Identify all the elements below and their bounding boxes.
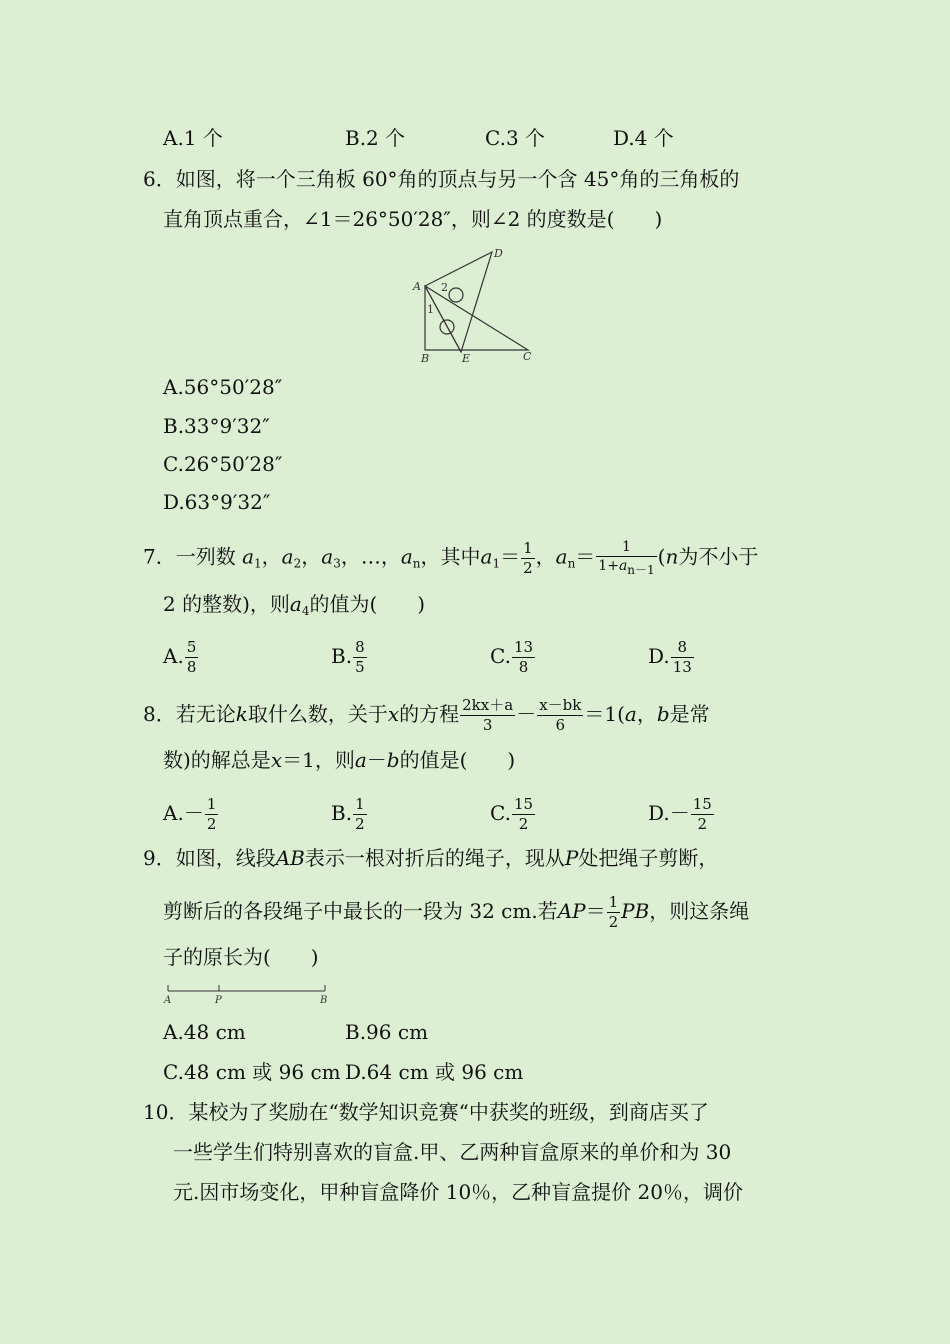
q6-angle-label-2: 2: [441, 281, 448, 294]
q6-text-1: 如图，将一个三角板 60°角的顶点与另一个含 45°角的三角板的: [175, 167, 740, 191]
q8-var-x: x: [387, 702, 400, 726]
q9-figure-segment: [160, 980, 335, 1006]
q7-den-prefix: 1+: [598, 558, 619, 574]
q7-option-fraction: [512, 640, 535, 675]
q8-minus: －: [516, 702, 537, 726]
q9-option-b: B.96 cm: [345, 1020, 429, 1044]
q7-var-a: a: [618, 558, 628, 574]
q9-option-a: A.48 cm: [163, 1020, 246, 1044]
q7-comma: ，: [261, 544, 282, 569]
q8-option-label: D.: [648, 801, 670, 825]
q7-var-n: n: [665, 544, 679, 569]
q7-text-e: 的值为( ): [309, 592, 426, 616]
q7-option-c: [490, 640, 536, 675]
q8-frac-num: 1: [355, 795, 365, 813]
q8-frac-num: 2kx＋a: [462, 696, 514, 714]
q7-var-a: a: [242, 544, 255, 569]
q5-option-a: A.1 个: [163, 126, 223, 150]
q7-option-label: B.: [331, 644, 353, 668]
q9-var-p: P: [564, 846, 579, 870]
q6-option-d: D.63°9′32″: [163, 490, 271, 514]
q7-line-1: [143, 540, 758, 576]
q9-line-2: [163, 895, 749, 930]
q8-var-a: a: [624, 702, 637, 726]
q6-line-2: 直角顶点重合，∠1＝26°50′28″，则∠2 的度数是( ): [163, 207, 663, 231]
q7-equals: ＝: [500, 544, 521, 569]
q7-var-a: a: [281, 544, 294, 569]
q7-line-2: [163, 592, 425, 623]
q7-text-d: 2 的整数)，则: [163, 592, 290, 616]
q8-option-label: B.: [331, 801, 353, 825]
q8-frac-num: 15: [692, 795, 712, 813]
q8-text-e: 是常: [669, 702, 710, 726]
q7-var-a: a: [321, 544, 334, 569]
q8-frac-den: 2: [355, 815, 365, 833]
q8-text-b: 取什么数，关于: [247, 702, 388, 726]
q10-line-1: [143, 1100, 709, 1124]
q8-option-c: [490, 797, 536, 832]
q7-sub: 4: [301, 604, 310, 618]
q7-number: 7．: [143, 544, 176, 569]
q7-option-fraction: [185, 640, 199, 675]
q7-option-label: D.: [648, 644, 670, 668]
q6-label-c: C: [523, 350, 532, 363]
q9-var-ab: AB: [275, 846, 305, 870]
q9-label-a: A: [164, 995, 172, 1006]
q5-option-b: B.2 个: [345, 126, 406, 150]
q10-line-3: 元.因市场变化，甲种盲盒降价 10％，乙种盲盒提价 20％，调价: [173, 1180, 743, 1204]
q7-text-b: ，其中: [420, 544, 481, 569]
q7-option-label: A.: [163, 644, 184, 668]
q7-frac-den: 5: [355, 658, 365, 676]
q7-comma: ，: [380, 544, 401, 569]
q7-frac-den: [596, 557, 656, 576]
q9-frac-den: 2: [608, 913, 619, 931]
q8-option-sign: －: [669, 801, 690, 825]
q6-option-b: B.33°9′32″: [163, 414, 270, 438]
q7-sub: n－1: [627, 563, 655, 577]
q7-var-a: a: [400, 544, 413, 569]
q9-label-b: B: [320, 995, 328, 1006]
q7-frac-den: 2: [523, 558, 533, 577]
q9-text-a: 如图，线段: [175, 846, 276, 870]
q8-frac-den: 6: [555, 716, 566, 734]
q8-option-fraction: [691, 797, 714, 832]
q9-text-b: 表示一根对折后的绳子，现从: [304, 846, 565, 870]
q8-option-b: [331, 797, 368, 832]
q9-text-e: ，则这条绳: [649, 899, 750, 923]
q9-line-1: [143, 846, 718, 870]
q6-hole-1: [449, 288, 463, 302]
q9-text-d: 剪断后的各段绳子中最长的一段为 32 cm.若: [163, 899, 558, 923]
q9-equals: ＝: [585, 899, 606, 923]
q10-number: 10．: [143, 1100, 189, 1124]
q7-comma: ，: [535, 544, 556, 569]
q7-option-d: [648, 640, 695, 675]
q7-frac-den: 8: [518, 658, 529, 676]
q10-line-2: 一些学生们特别喜欢的盲盒.甲、乙两种盲盒原来的单价和为 30: [173, 1140, 732, 1164]
q8-var-x: x: [270, 748, 283, 772]
q6-option-a: A.56°50′28″: [163, 375, 283, 399]
q7-frac-num: 13: [513, 638, 534, 656]
q8-frac-den: 3: [482, 716, 493, 734]
q8-text-f: 数)的解总是: [163, 748, 271, 772]
q8-frac-den: 2: [206, 815, 217, 833]
q8-option-fraction: [353, 797, 367, 832]
q7-sub: 1: [254, 556, 262, 571]
q9-number: 9．: [143, 846, 176, 870]
q8-text-c: 的方程: [399, 702, 460, 726]
q9-var-pb: PB: [621, 899, 650, 923]
q8-number: 8．: [143, 702, 176, 726]
q8-fraction-2: [537, 698, 583, 733]
q8-option-sign: －: [183, 801, 204, 825]
q7-frac-num: 8: [355, 638, 365, 656]
q7-frac-num: 1: [596, 540, 656, 557]
q8-frac-num: x－bk: [539, 696, 582, 714]
q8-minus: －: [366, 748, 387, 772]
q7-sub: 1: [492, 556, 501, 571]
q7-var-a: a: [289, 592, 302, 616]
q8-option-fraction: [205, 797, 219, 832]
q6-figure-triangles: [410, 244, 545, 364]
q8-var-a: a: [354, 748, 367, 772]
q6-label-e: E: [462, 352, 471, 364]
q8-option-label: C.: [490, 801, 511, 825]
q7-frac-num: 1: [523, 538, 533, 557]
q8-frac-den: 2: [697, 815, 707, 833]
q7-paren: (: [657, 544, 666, 569]
q7-frac-den: 13: [672, 658, 692, 676]
q8-option-d: [648, 797, 715, 832]
q7-option-label: C.: [490, 644, 511, 668]
q6-label-a: A: [413, 280, 421, 293]
q8-var-k: k: [235, 702, 248, 726]
q8-comma: ，: [636, 702, 657, 726]
q9-line-3: 子的原长为( ): [163, 945, 319, 969]
q7-sub: n: [412, 556, 421, 571]
q7-frac-num: 5: [186, 638, 197, 656]
q6-edge-ae: [425, 286, 461, 352]
q7-frac-den: 8: [186, 658, 197, 676]
q9-option-c: C.48 cm 或 96 cm: [163, 1060, 341, 1084]
q7-sub: 2: [293, 556, 302, 571]
q7-equals: ＝: [575, 544, 596, 569]
q7-option-a: [163, 640, 199, 675]
q6-label-b: B: [421, 352, 430, 364]
q6-option-c: C.26°50′28″: [163, 452, 283, 476]
q7-sub: n: [567, 556, 576, 571]
q7-comma: ，: [340, 544, 361, 569]
q8-text-a: 若无论: [175, 702, 236, 726]
q6-triangle-abc: [425, 286, 528, 350]
q8-text-h: 的值是( ): [399, 748, 516, 772]
q8-frac-num: 1: [206, 795, 217, 813]
q7-text-c: 为不小于: [678, 544, 759, 569]
q7-fraction-half: [521, 538, 535, 577]
q7-option-fraction: [353, 640, 367, 675]
q7-text-a: 一列数: [175, 544, 236, 569]
q9-fraction-half: [607, 895, 621, 930]
q7-var-a: a: [555, 544, 568, 569]
q8-text-g: ＝1，则: [282, 748, 355, 772]
q8-option-a: [163, 797, 219, 832]
q8-frac-num: 15: [513, 795, 534, 813]
q6-angle-label-1: 1: [427, 303, 434, 316]
q9-frac-num: 1: [608, 893, 619, 911]
q7-sub: 3: [333, 556, 341, 571]
q8-option-fraction: [512, 797, 535, 832]
q7-option-fraction: [671, 640, 694, 675]
q7-option-b: [331, 640, 368, 675]
q7-fraction-recurrence: [596, 540, 656, 576]
q5-option-c: C.3 个: [485, 126, 546, 150]
q8-fraction-1: [460, 698, 515, 733]
q5-option-d: D.4 个: [613, 126, 674, 150]
q10-text-1: 某校为了奖励在“数学知识竞赛“中获奖的班级，到商店买了: [188, 1100, 709, 1124]
q7-frac-num: 8: [671, 640, 694, 658]
q8-text-d: ＝1(: [584, 702, 625, 726]
q8-line-2: [163, 748, 515, 772]
q8-line-1: [143, 698, 710, 733]
q6-line-1: [143, 167, 739, 191]
q9-var-ap: AP: [557, 899, 586, 923]
q6-number: 6．: [143, 167, 176, 191]
q7-var-a: a: [480, 544, 493, 569]
q7-ellipsis: …: [360, 544, 381, 569]
q9-text-c: 处把绳子剪断，: [578, 846, 719, 870]
q8-var-b: b: [386, 748, 400, 772]
q6-label-d: D: [494, 247, 503, 260]
q9-label-p: P: [215, 995, 222, 1006]
q9-option-d: D.64 cm 或 96 cm: [345, 1060, 524, 1084]
q7-comma: ，: [301, 544, 322, 569]
q8-frac-den: 2: [518, 815, 529, 833]
q8-var-b: b: [656, 702, 670, 726]
q8-option-label: A.: [163, 801, 184, 825]
